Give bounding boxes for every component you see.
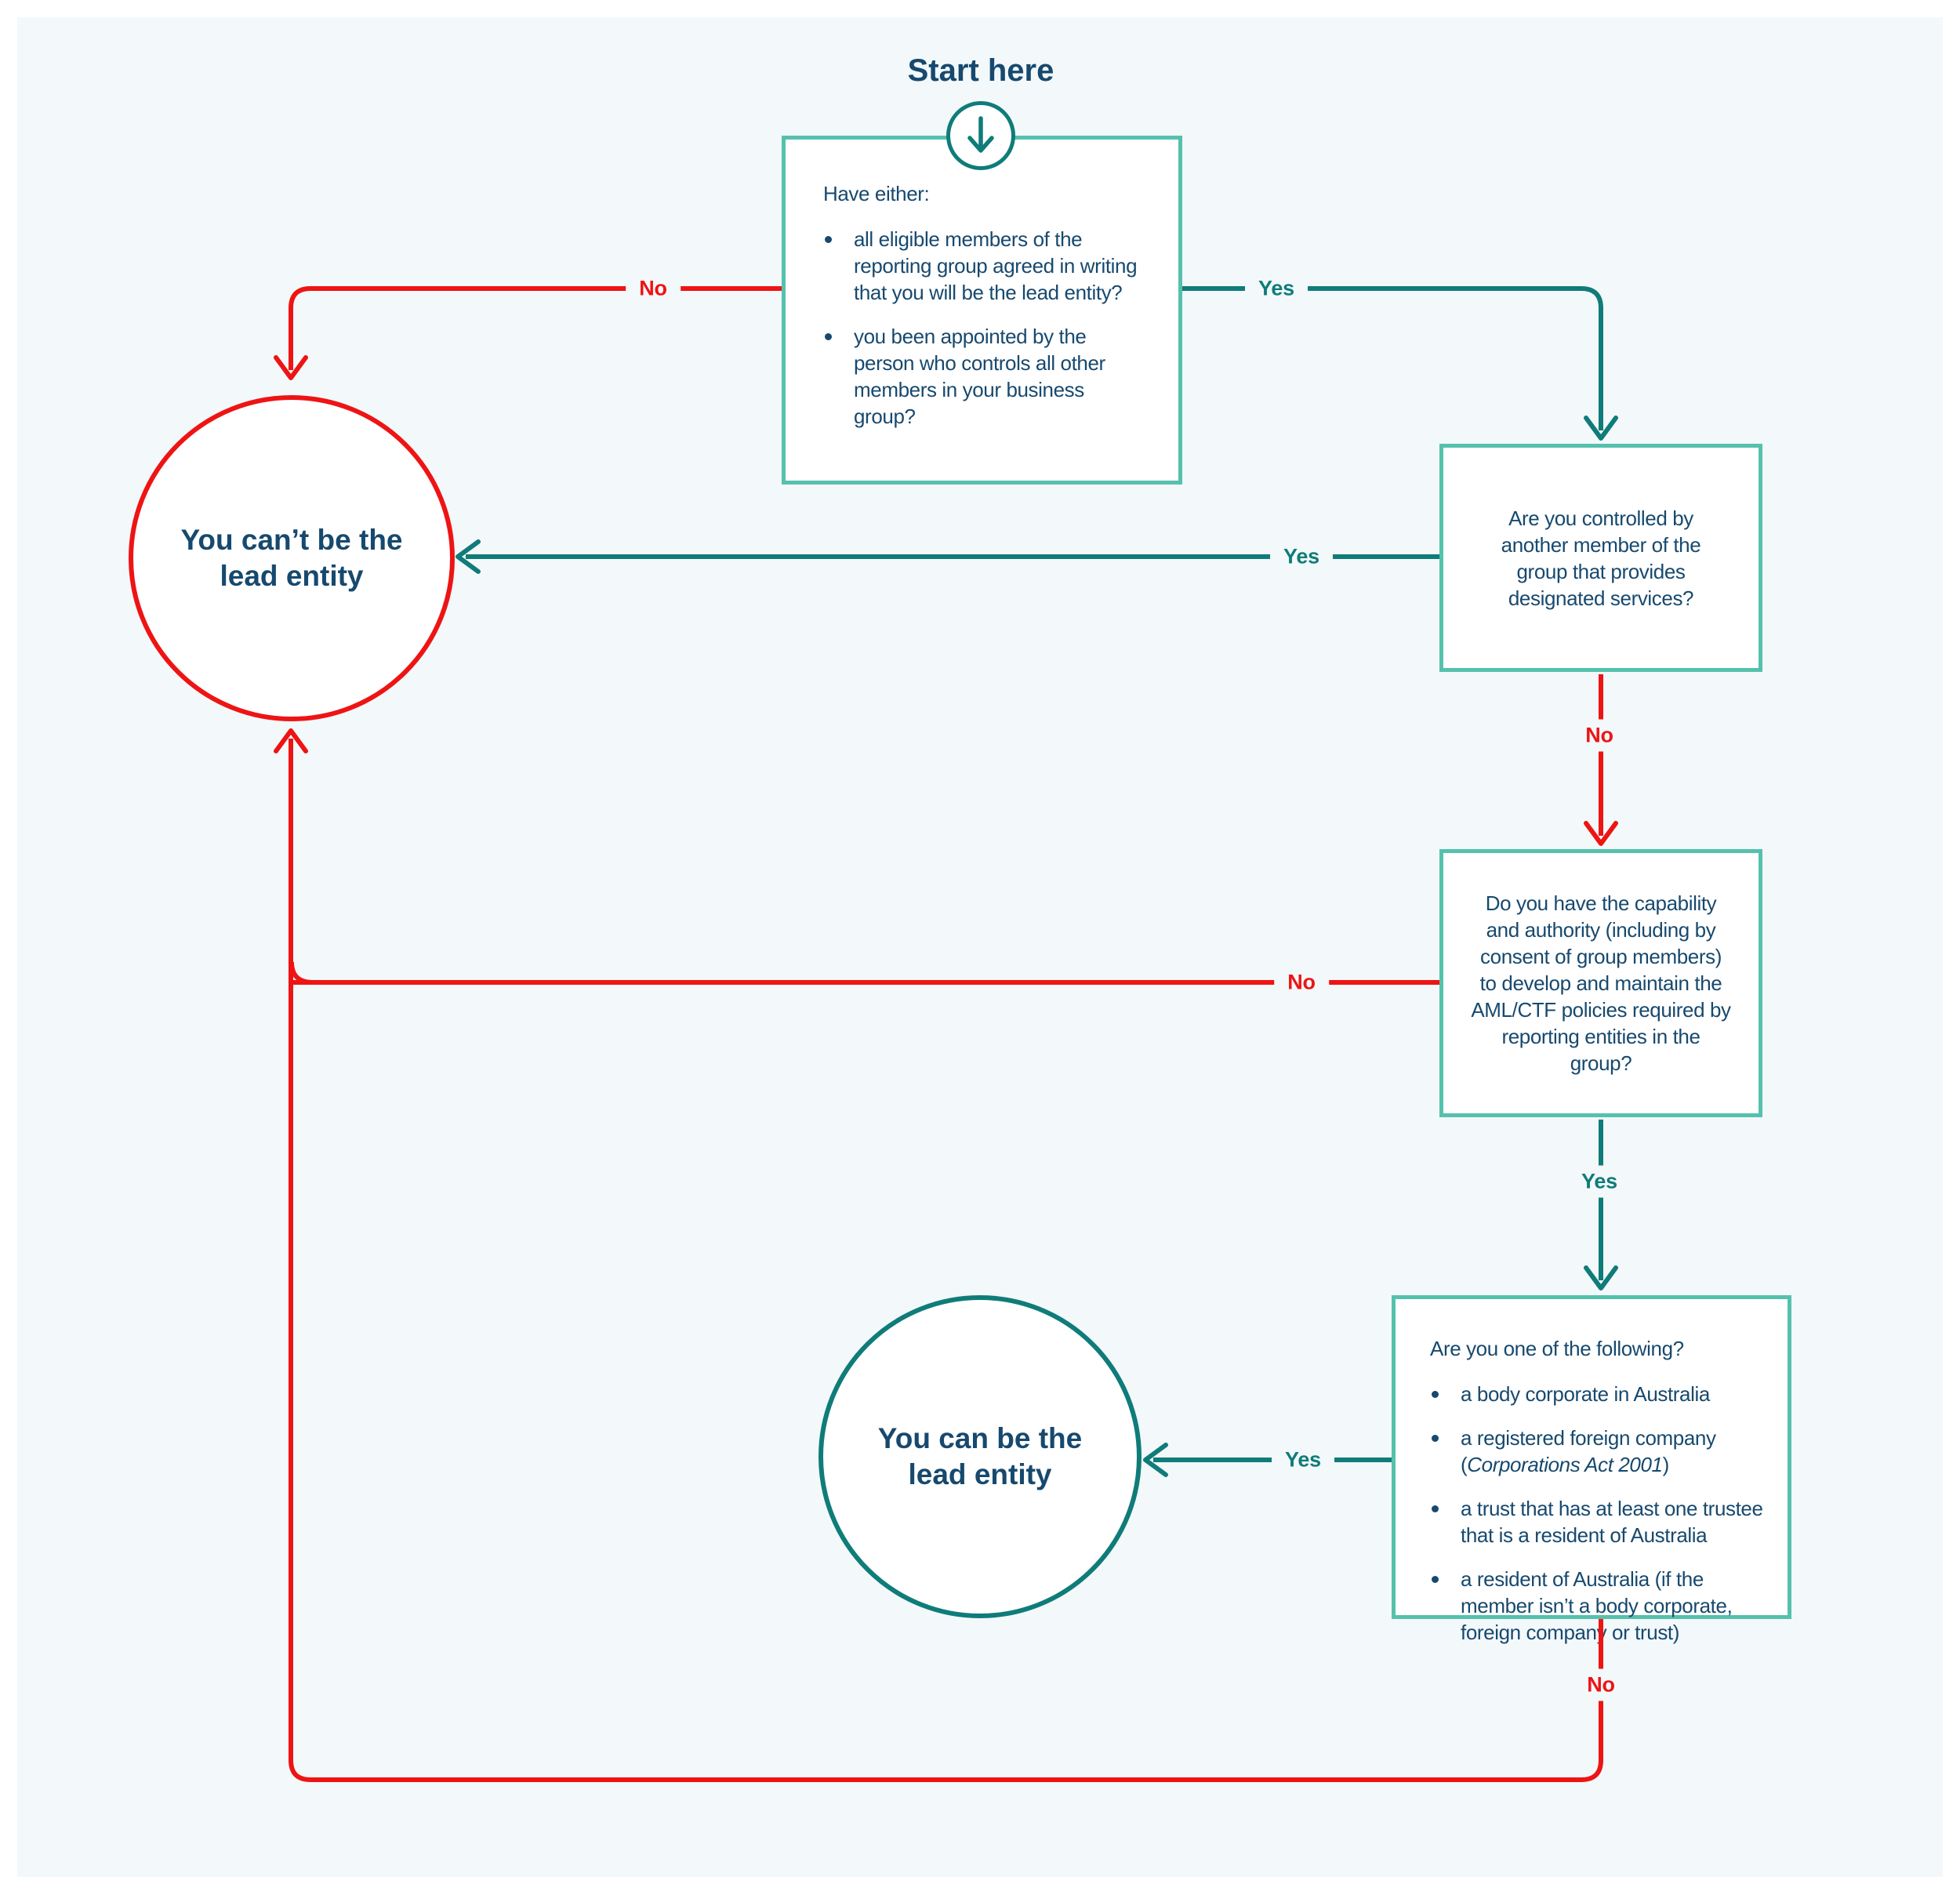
node-outcome-can-be-lead xyxy=(818,1295,1142,1618)
bullet-icon xyxy=(1432,1435,1439,1442)
bullet-icon xyxy=(1432,1391,1439,1398)
edge-label-q2-no: No xyxy=(1572,720,1627,752)
list-item xyxy=(823,323,1147,430)
edge-label-q4-no: No xyxy=(1573,1669,1628,1701)
bullet-icon xyxy=(1432,1576,1439,1583)
node-question-controlled xyxy=(1439,444,1762,672)
list-item xyxy=(1430,1566,1766,1646)
edge-label-q1-yes: Yes xyxy=(1245,273,1308,305)
list-item xyxy=(823,226,1147,306)
list-item xyxy=(1430,1381,1766,1407)
node-text: Do you have the capability and authority (including by consent of group members) to develop and maintain the AML/CTF policies required by reporting entities in the group? xyxy=(1471,891,1731,1075)
list-item xyxy=(1430,1425,1766,1478)
bullet-text-italic: Corporations Act 2001 xyxy=(1467,1453,1663,1476)
bullet-text: a resident of Australia (if the member isn’t a body corporate, foreign company or trust) xyxy=(1461,1567,1733,1644)
node-intro-text: Have either: xyxy=(823,182,930,205)
bullet-text: a trust that has at least one trustee that is a resident of Australia xyxy=(1461,1497,1763,1547)
node-text: Are you controlled by another member of the group that provides designated services? xyxy=(1501,506,1701,610)
bullet-text: all eligible members of the reporting group agreed in writing that you will be the lead entity? xyxy=(854,227,1138,304)
node-question-have-either xyxy=(782,136,1182,485)
down-arrow-icon xyxy=(950,105,1011,166)
node-question-entity-type xyxy=(1392,1295,1791,1644)
bullet-list xyxy=(1430,1381,1766,1646)
bullet-icon xyxy=(825,236,832,243)
edge-label-q4-yes: Yes xyxy=(1272,1444,1334,1476)
bullet-text xyxy=(1461,1425,1766,1478)
bullet-text: a body corporate in Australia xyxy=(1461,1382,1710,1406)
node-outcome-cant-be-lead xyxy=(129,395,455,721)
bullet-text-part: ) xyxy=(1662,1453,1669,1476)
edge-label-q3-no: No xyxy=(1274,967,1329,999)
page-title: Start here xyxy=(907,53,1054,88)
edge-label-q2-yes: Yes xyxy=(1270,541,1333,573)
bullet-icon xyxy=(1432,1505,1439,1512)
bullet-icon xyxy=(825,333,832,340)
edge-label-q3-yes: Yes xyxy=(1568,1166,1631,1198)
outcome-text: You can be the lead entity xyxy=(877,1422,1083,1490)
start-arrow-icon xyxy=(946,101,1015,170)
node-intro-text: Are you one of the following? xyxy=(1430,1337,1684,1360)
edge-label-q1-no: No xyxy=(626,273,681,305)
outcome-text: You can’t be the lead entity xyxy=(180,524,403,592)
bullet-list xyxy=(823,226,1147,430)
list-item xyxy=(1430,1495,1766,1548)
node-question-capability xyxy=(1439,849,1762,1117)
bullet-text-part: a registered foreign company ( xyxy=(1461,1426,1716,1476)
bullet-text: you been appointed by the person who controls all other members in your business group? xyxy=(854,325,1105,428)
